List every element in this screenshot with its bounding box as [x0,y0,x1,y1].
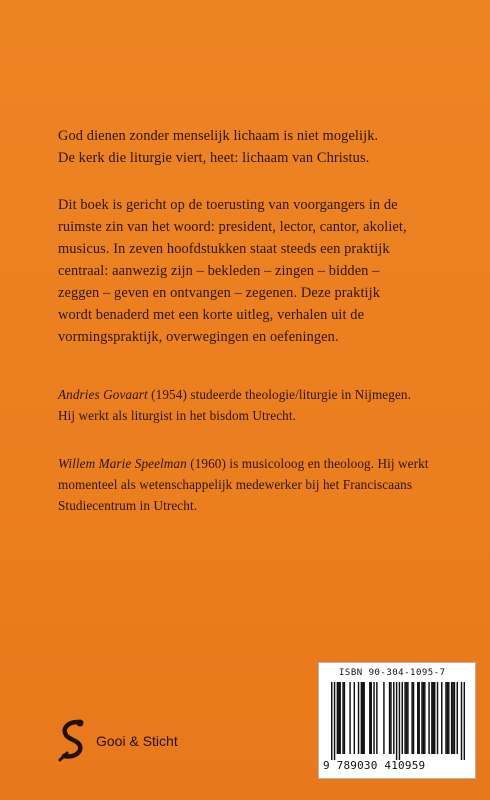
barcode-bar [423,682,424,754]
barcode-bar [428,682,429,754]
barcode-bar [334,682,335,760]
blurb-description [58,194,468,348]
author-bio-text: Studiecentrum in Utrecht. [58,498,198,513]
barcode-bar [396,682,397,760]
barcode-bar [417,682,418,754]
barcode-bar [407,682,408,754]
barcode-bar [413,682,414,754]
barcode-bar [461,682,462,760]
barcode-bar [338,682,339,754]
barcode-bar [361,682,362,754]
barcode-bar [421,682,422,754]
barcode-bar [393,682,394,754]
blurb-description-line: Dit boek is gericht op de toerusting van voorgangers in de [58,197,398,213]
gooi-sticht-logo-icon [58,718,88,762]
blurb-intro [58,125,468,169]
barcode-bar [406,682,407,754]
author-name: Andries Govaart [58,387,148,402]
barcode-bar [344,682,345,754]
barcode-bar [454,682,455,754]
barcode [331,682,465,760]
barcode-bar [457,682,458,754]
barcode-bar [434,682,435,754]
barcode-bar [433,682,434,754]
author-bio-text: (1954) studeerde theologie/liturgie in Nijmegen. [147,387,411,402]
isbn-number: ISBN 90-304-1095-7 [339,668,446,678]
barcode-bar [418,682,419,754]
barcode-bar [337,682,338,754]
author-bio-text: momenteel als wetenschappelijk medewerker bij het Franciscaans [58,477,413,492]
author-bio-text: Hij werkt als liturgist in het bisdom Utrecht. [58,408,297,423]
blurb-description-line: musicus. In zeven hoofdstukken staat steeds een praktijk [58,241,390,257]
barcode-bar [431,682,432,754]
barcode-bar [362,682,363,754]
blurb-description-line: centraal: aanwezig zijn – bekleden – zingen – bidden – [58,263,380,279]
barcode-bar [404,682,405,754]
blurb-description-line: zeggen – geven en ontvangen – zegenen. Deze praktijk [58,285,381,301]
barcode-bar [399,682,400,760]
barcode-bar [464,682,465,760]
ean-digits: 9 789030 410959 [323,759,426,772]
author-bio-speelman [58,453,468,516]
barcode-bar [370,682,371,754]
barcode-bar [376,682,377,754]
publisher-logo [58,718,178,762]
barcode-bar [342,682,343,754]
publisher-name: Gooi & Sticht [96,733,178,749]
barcode-bar [383,682,384,754]
barcode-bar [369,682,370,754]
barcode-bar [339,682,340,754]
barcode-bar [331,682,332,760]
barcode-bar [390,682,391,754]
barcode-bar [358,682,359,754]
author-bio-govaart [58,384,468,426]
blurb-description-line: ruimste zin van het woord: president, lector, cantor, akoliet, [58,219,407,235]
blurb-intro-line: De kerk die liturgie viert, heet: lichaam van Christus. [58,150,370,166]
barcode-label [318,662,476,779]
blurb-description-line: vormingspraktijk, overwegingen en oefeningen. [58,329,339,345]
author-bio-text: (1960) is musicoloog en theoloog. Hij werkt [186,456,429,471]
blurb-description-line: wordt benaderd met een korte uitleg, verhalen uit de [58,307,365,323]
barcode-bar [402,682,403,754]
barcode-bar [363,682,364,754]
barcode-bar [349,682,350,754]
barcode-bar [437,682,438,754]
barcode-bar [424,682,425,754]
author-name: Willem Marie Speelman [58,456,187,471]
barcode-bar [447,682,448,754]
blurb-intro-line: God dienen zonder menselijk lichaam is niet mogelijk. [58,128,379,144]
barcode-bar [445,682,446,754]
barcode-bar [452,682,453,754]
barcode-bar [389,682,390,754]
barcode-bar [441,682,442,754]
barcode-bar [411,682,412,754]
barcode-bar [451,682,452,754]
barcode-bar [448,682,449,754]
barcode-bar [354,682,355,754]
barcode-bar [373,682,374,754]
